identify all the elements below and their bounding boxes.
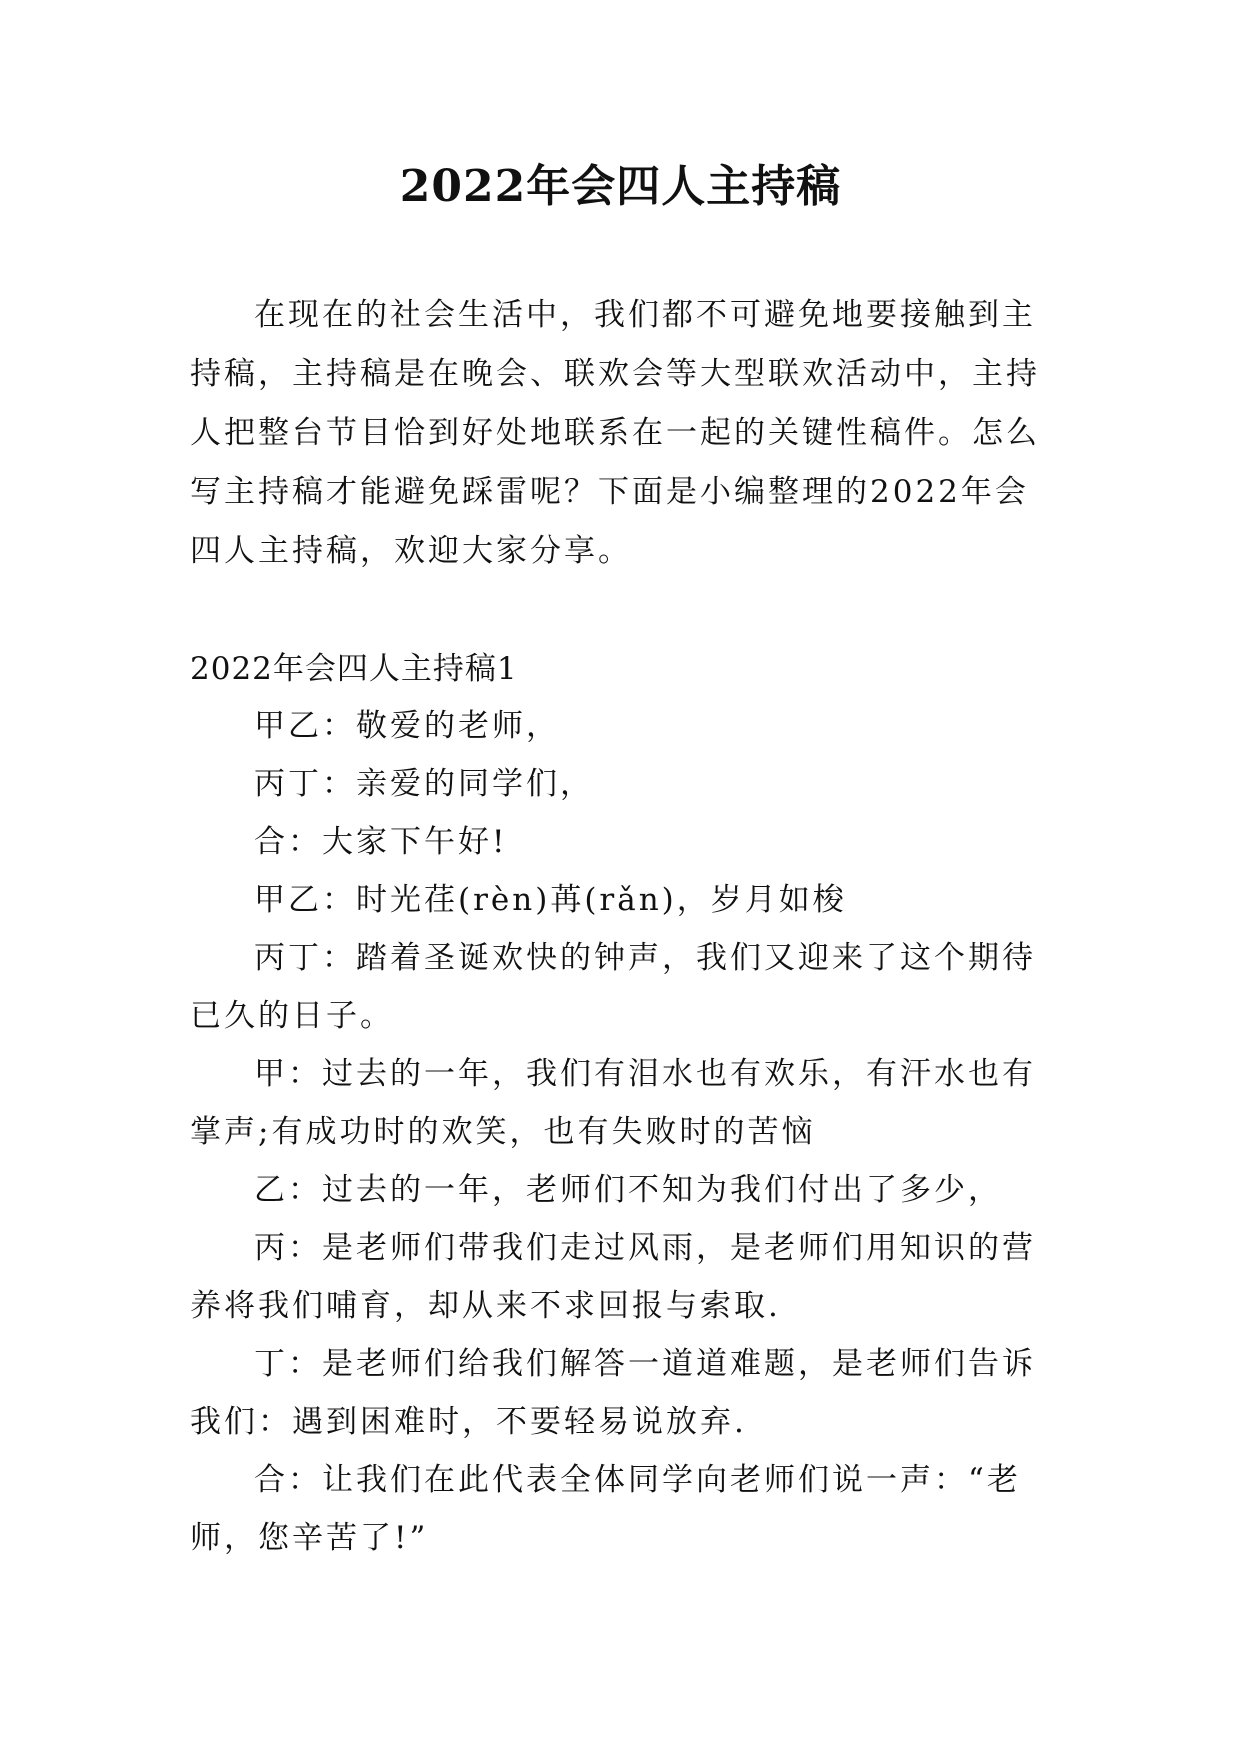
script-line: 丁：是老师们给我们解答一道道难题，是老师们告诉我们：遇到困难时，不要轻易说放弃. bbox=[190, 1346, 1036, 1440]
script-line: 丙丁：亲爱的同学们， bbox=[254, 766, 594, 802]
script-line: 丙：是老师们带我们走过风雨，是老师们用知识的营养将我们哺育，却从来不求回报与索取. bbox=[190, 1230, 1036, 1324]
script-line: 甲乙：时光荏(rèn)苒(rǎn)，岁月如梭 bbox=[254, 882, 847, 918]
script-line: 合：让我们在此代表全体同学向老师们说一声：“老师，您辛苦了!” bbox=[190, 1462, 1021, 1556]
section-heading: 2022年会四人主持稿1 bbox=[190, 651, 518, 687]
script-lines bbox=[190, 697, 1050, 1567]
script-line: 合：大家下午好! bbox=[254, 824, 508, 860]
script-line: 甲乙：敬爱的老师， bbox=[254, 708, 560, 744]
script-line: 乙：过去的一年，老师们不知为我们付出了多少， bbox=[254, 1172, 1002, 1208]
intro-paragraph: 在现在的社会生活中，我们都不可避免地要接触到主持稿，主持稿是在晚会、联欢会等大型联欢活动中，主持人把整台节目恰到好处地联系在一起的关键性稿件。怎么写主持稿才能避免踩雷呢？下面是小编整理的2022年会四人主持稿，欢迎大家分享。 bbox=[190, 297, 1040, 569]
script-line: 丙丁：踏着圣诞欢快的钟声，我们又迎来了这个期待已久的日子。 bbox=[190, 940, 1036, 1034]
script-line: 甲：过去的一年，我们有泪水也有欢乐，有汗水也有掌声;有成功时的欢笑，也有失败时的苦恼 bbox=[190, 1056, 1036, 1150]
document-title: 2022年会四人主持稿 bbox=[399, 161, 842, 212]
